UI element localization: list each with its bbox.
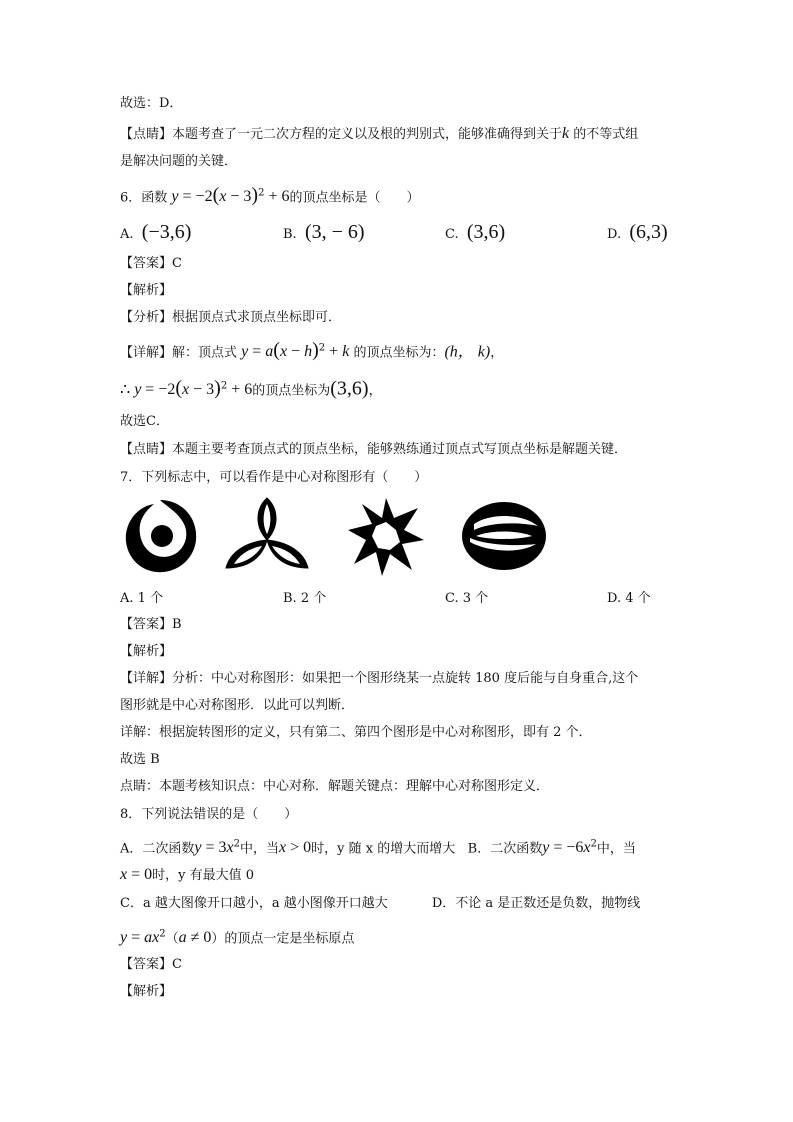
q8-opt-d-cond-open: （ xyxy=(165,931,179,947)
q8-opt-b-cond: x = 0 xyxy=(120,866,153,883)
q6-choose: 故选C． xyxy=(120,414,169,429)
q6-option-c: C. (3,6) xyxy=(445,221,506,243)
q7-option-b: B. 2 个 xyxy=(283,591,327,606)
q6-formula: $y = -2(x - 3)^2 + 6$ xyxy=(171,184,290,207)
q6-detail-prefix: 【详解】解：顶点式 xyxy=(120,345,238,361)
q7-option-d: D. 4 个 xyxy=(607,591,651,606)
q6-therefore-coord: (3,6) xyxy=(330,377,369,400)
q6-therefore-suffix: 的顶点坐标为 xyxy=(252,383,331,399)
q6-therefore: ∴ $y = -2(x - 3)^2 + 6$的顶点坐标为(3,6)， xyxy=(120,377,382,400)
q8-opt-c: C．a 越大图像开口越小，a 越小图像开口越大 xyxy=(120,896,388,911)
q7-option-a: A. 1 个 xyxy=(120,591,164,606)
q8-opt-b-mid: 中，当 xyxy=(596,841,636,857)
q6-therefore-formula: $y = -2(x - 3)^2 + 6$ xyxy=(134,377,253,400)
star-cross-logo xyxy=(346,496,426,578)
q8-opt-d-tail: ）的顶点一定是坐标原点 xyxy=(211,931,355,947)
s-ellipse-logo xyxy=(460,496,548,576)
q7-detail-line2: 图形就是中心对称图形．以此可以判断． xyxy=(120,698,355,713)
q8-answer: 【答案】C xyxy=(120,957,182,972)
q7-analysis-tag: 【解析】 xyxy=(120,644,173,659)
q7-option-c: C. 3 个 xyxy=(445,591,489,606)
q8-opt-a-tail: 时，y 随 x 的增大而增大 xyxy=(311,841,456,857)
q6-option-d: D. (6,3) xyxy=(607,221,668,243)
q6-comment: 【点睛】本题主要考查顶点式的顶点坐标，能够熟练通过顶点式写顶点坐标是解题关键． xyxy=(120,442,628,457)
q7-stem: 7．下列标志中，可以看作是中心对称图形有（ ） xyxy=(120,470,428,485)
q8-opt-d-cond: a ≠ 0 xyxy=(178,929,212,947)
q6-option-a: A. (−3,6) xyxy=(120,221,192,243)
q6-stem xyxy=(120,184,419,208)
q8-opt-a-prefix: A．二次函数 xyxy=(120,841,195,857)
q5-comment xyxy=(120,124,638,145)
q5-comment-line2: 是解决问题的关键． xyxy=(120,154,238,169)
q7-choose: 故选 B xyxy=(120,752,160,767)
q6-answer: 【答案】C xyxy=(120,256,182,271)
q5-comment-text: 【点睛】本题考查了一元二次方程的定义以及根的判别式，能够准确得到关于 xyxy=(120,127,563,142)
q8-opt-a-formula: $y = 3x^2$ xyxy=(194,839,241,857)
q7-comment: 点睛：本题考核知识点：中心对称．解题关键点：理解中心对称图形定义． xyxy=(120,779,550,794)
q6-detail: 【详解】解：顶点式 $y = a(x - h)^2 + k$ 的顶点坐标为：(h， k)， xyxy=(120,339,504,362)
swirl-circle-logo xyxy=(120,496,200,576)
q8-analysis-tag: 【解析】 xyxy=(120,984,173,999)
q8-opt-a-cond: x > 0 xyxy=(279,839,312,857)
q6-detail-mid: 的顶点坐标为： xyxy=(353,345,445,361)
q8-option-c-d xyxy=(120,894,640,914)
q7-detail-line1: 【详解】分析：中心对称图形：如果把一个图形绕某一点旋转 180 度后能与自身重合,这个 xyxy=(120,671,639,686)
q5-comment-tail: 的不等式组 xyxy=(573,127,639,142)
q8-opt-d-formula: $y = ax^2$ xyxy=(120,929,166,947)
three-petal-logo xyxy=(222,496,312,578)
q6-stem-prefix: 6．函数 xyxy=(120,190,168,206)
q8-opt-b-line2: 时，y 有最大值 0 xyxy=(152,868,255,883)
q8-opt-b-formula: $y = -6x^2$ xyxy=(542,839,597,857)
q8-opt-d-line1: D．不论 a 是正数还是负数，抛物线 xyxy=(431,896,641,911)
q6-fenxi: 【分析】根据顶点式求顶点坐标即可． xyxy=(120,310,342,325)
q5-comment-var: k xyxy=(562,125,570,142)
q7-answer: 【答案】B xyxy=(120,617,182,632)
q8-option-b-line2 xyxy=(120,865,254,886)
q8-stem: 8．下列说法错误的是（ ） xyxy=(120,807,298,822)
q6-option-b: B. (3, − 6) xyxy=(283,221,365,243)
q6-detail-coord: (h， k) xyxy=(444,343,491,361)
q6-vertex-form: $y = a(x - h)^2 + k$ xyxy=(241,339,350,362)
q8-opt-a-mid: 中，当 xyxy=(240,841,280,857)
q8-option-a-b xyxy=(120,835,636,859)
q7-detail-line3: 详解：根据旋转图形的定义，只有第二、第四个图形是中心对称图形，即有 2 个． xyxy=(120,725,592,740)
q8-option-d-line2 xyxy=(120,925,354,949)
q6-analysis-tag: 【解析】 xyxy=(120,283,173,298)
q5-answer-choice: 故选：D． xyxy=(120,96,183,111)
q8-opt-b-prefix: B．二次函数 xyxy=(467,841,543,857)
q6-stem-suffix: 的顶点坐标是（ ） xyxy=(289,190,420,206)
